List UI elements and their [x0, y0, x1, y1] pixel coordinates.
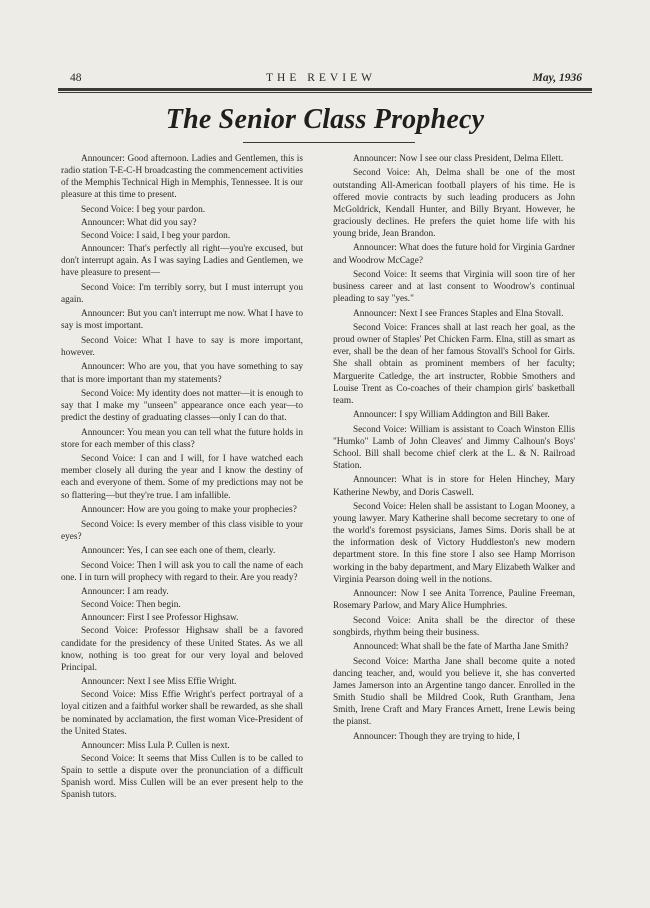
paragraph: Announcer: First I see Professor Highsaw.: [81, 613, 239, 624]
paragraph: Second Voice: Helen shall be assistant to Logan Mooney, a young lawyer. Mary Katherine shall become secretary to one of the world's foremost psysicians, James Sims. Doris shall be at the information desk of Victory Huddleston's new modern department store. In this fine store I also see Hamp Morrison working in the baby department, and Mary Elizabeth Walker and Virginia Pearson doing well in the notions.: [333, 502, 575, 585]
paragraph: Second Voice: William is assistant to Coach Winston Ellis "Humko" Lamb of John Cleaves' and Jimmy Calhoun's Boys' School. Bill shall become chief clerk at the L. & N. Railroad Station.: [333, 424, 575, 471]
paragraph: Announcer: Who are you, that you have something to say that is more important than my statements?: [61, 362, 303, 385]
paragraph: Second Voice: I said, I beg your pardon.: [81, 230, 231, 241]
paragraph: Announcer: Now I see Anita Torrence, Pauline Freeman, Rosemary Parlow, and Mary Alice Humphries.: [333, 589, 575, 612]
paragraph: Announced: What shall be the fate of Martha Jane Smith?: [353, 642, 569, 653]
paragraph: Second Voice: It seems that Miss Cullen is to be called to Spain to settle a dispute over the pronunciation of a difficult Spanish word. Miss Cullen will be an ever present help to the Spanish tutors.: [61, 754, 303, 801]
right-column: [333, 153, 575, 745]
paragraph: Second Voice: It seems that Virginia will soon tire of her business career and at last consent to Woodrow's continual pleading to say "yes.": [333, 270, 575, 305]
article-title: The Senior Class Prophecy: [165, 104, 485, 135]
paragraph: Second Voice: Martha Jane shall become quite a noted dancing teacher, and, would you believe it, she has converted James Jamerson into an Argentine tango dancer. Enrolled in the Smith Studio shall be Mildred Cook, Ruth Grantham, Jena Smith, Irene Craft and Mary Frances Arnett, Irene Lewis being the pianst.: [333, 656, 575, 728]
paragraph: Second Voice: I can and I will, for I have watched each member closely all during the year and I know the destiny of each and everyone of them. Some of my predictions may not be so flattering—but they're true. I am infallible.: [61, 454, 303, 501]
magazine-name: THE REVIEW: [266, 72, 376, 84]
paragraph: Second Voice: Is every member of this class visible to your eyes?: [61, 519, 303, 542]
paragraph: Announcer: What does the future hold for Virginia Gardner and Woodrow McCage?: [333, 243, 575, 266]
paragraph: Second Voice: Miss Effie Wright's perfect portrayal of a loyal citizen and a faithful worker shall be rewarded, as she shall be nominated by acclamation, the first woman Vice-President of the United States.: [61, 690, 303, 737]
issue-date: May, 1936: [532, 72, 582, 84]
paragraph: Announcer: Good afternoon. Ladies and Gentlemen, this is radio station T-E-C-H broadcasting the commencement activities of the Memphis Technical High in Memphis, Tennessee. It is our pleasure at this time to present.: [61, 154, 303, 201]
paragraph: Announcer: Next I see Miss Effie Wright.: [81, 677, 237, 688]
paragraph: Announcer: I am ready.: [81, 587, 169, 598]
paragraph: Announcer: Miss Lula P. Cullen is next.: [81, 741, 230, 752]
paragraph: Announcer: That's perfectly all right—you're excused, but don't interrupt again. As I was saying Ladies and Gentlemen, we have pleasure to present—: [61, 244, 303, 279]
paragraph: Announcer: I spy William Addington and Bill Baker.: [353, 410, 550, 421]
header-rule-thin: [58, 92, 592, 93]
paragraph: Announcer: What is in store for Helen Hinchey, Mary Katherine Newby, and Doris Caswell.: [333, 475, 575, 498]
header-rule: [58, 88, 592, 91]
title-underline: [243, 142, 415, 143]
paragraph: Second Voice: Frances shall at last reach her goal, as the proud owner of Staples' Pet Chicken Farm. Elna, still as smart as ever, shall be the dean of her famous Stovall's School for Girls. She shall obtain as prominent members of her faculty; Marguerite Catledge, the art instructer, Robbie Smothers and Louise Trent as Co-coaches of their champion girls' basketball team.: [333, 323, 575, 406]
paragraph: Second Voice: Professor Highsaw shall be a favored candidate for the presidency of these United States. As we all know, nothing is too great for our very loyal and beloved Principal.: [61, 626, 303, 673]
paragraph: Announcer: Next I see Frances Staples and Elna Stovall.: [353, 308, 564, 319]
paragraph: Second Voice: What I have to say is more important, however.: [61, 335, 303, 358]
paragraph: Second Voice: My identity does not matter—it is enough to say that I make my "unseen" appearance once each year—to predict the destiny of graduating classes—only I can do that.: [61, 389, 303, 424]
paragraph: Announcer: Yes, I can see each one of them, clearly.: [81, 546, 276, 557]
paragraph: Announcer: How are you going to make your prophecies?: [81, 505, 297, 516]
paragraph: Second Voice: Then I will ask you to call the name of each one. I in turn will prophecy with regard to their. Are you ready?: [61, 560, 303, 583]
paragraph: Second Voice: Anita shall be the director of these songbirds, rhythm being their business.: [333, 615, 575, 638]
paragraph: Announcer: Though they are trying to hide, I: [353, 731, 521, 742]
page-number: 48: [70, 72, 82, 84]
paragraph: Announcer: You mean you can tell what the future holds in store for each member of this class?: [61, 427, 303, 450]
page-header: [70, 72, 582, 88]
paragraph: Announcer: What did you say?: [81, 217, 197, 228]
paragraph: Second Voice: I'm terribly sorry, but I must interrupt you again.: [61, 282, 303, 305]
paragraph: Announcer: But you can't interrupt me now. What I have to say is most important.: [61, 309, 303, 332]
paragraph: Second Voice: Then begin.: [81, 600, 181, 611]
paragraph: Second Voice: Ah, Delma shall be one of the most outstanding All-American football players of his time. He is offered movie contracts by such leading producers as John McGoldrick, Kendall Hunter, and Billy Bryant. However, he graciously declines. He prefers the quiet home life with his young bride, Jean Brandon.: [333, 168, 575, 239]
paragraph: Announcer: Now I see our class President, Delma Ellett.: [353, 154, 564, 164]
paragraph: Second Voice: I beg your pardon.: [81, 204, 206, 215]
left-column: [61, 153, 303, 804]
